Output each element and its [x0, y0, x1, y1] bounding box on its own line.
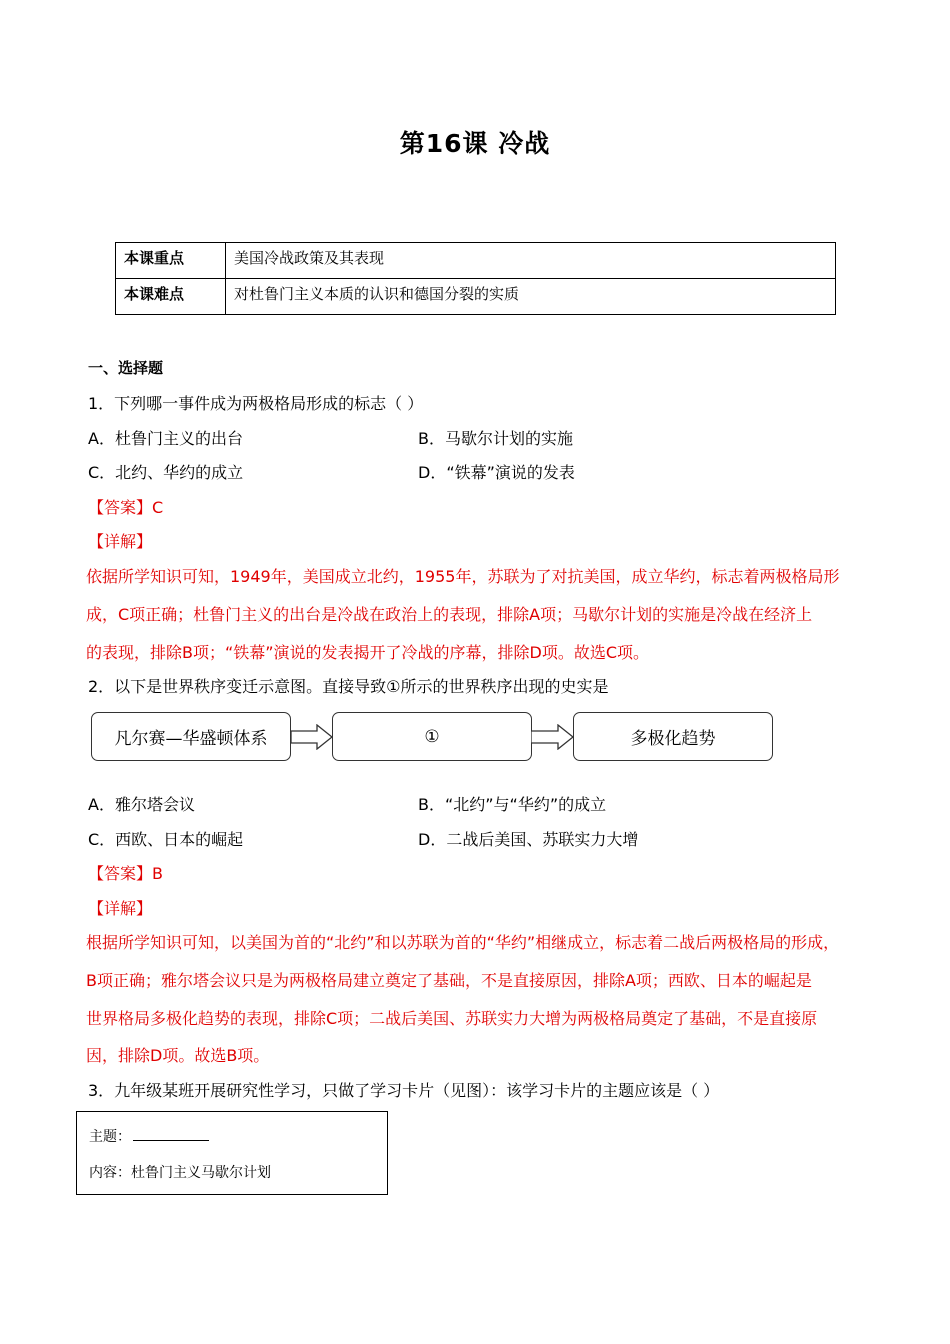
- difficulty-label: 本课难点: [116, 279, 226, 315]
- q3-stem: 3．九年级某班开展研究性学习，只做了学习卡片（见图）：该学习卡片的主题应该是（ ）: [88, 1081, 720, 1100]
- diagram-box-multipolar: [573, 712, 773, 761]
- table-row: [116, 243, 836, 279]
- card-topic-blank: [133, 1128, 209, 1141]
- key-point-value: 美国冷战政策及其表现: [226, 243, 836, 279]
- arrow-right-icon: [531, 724, 574, 750]
- q1-option-b: B．马歇尔计划的实施: [418, 429, 573, 448]
- q2-detail-label: 【详解】: [88, 899, 153, 918]
- page-title: 第16课 冷战: [399, 129, 551, 158]
- q2-answer: 【答案】B: [88, 864, 163, 883]
- card-content: 内容：杜鲁门主义马歇尔计划: [89, 1165, 271, 1181]
- q1-option-c: C．北约、华约的成立: [88, 463, 244, 482]
- q2-option-d: D．二战后美国、苏联实力大增: [418, 830, 639, 849]
- q2-detail-line-3: 世界格局多极化趋势的表现，排除C项；二战后美国、苏联实力大增为两极格局奠定了基础，不是直接原: [86, 1009, 818, 1028]
- q2-detail-line-1: 根据所学知识可知，以美国为首的“北约”和以苏联为首的“华约”相继成立，标志着二战后两极格局的形成，: [86, 933, 840, 952]
- diagram-box-blank: [332, 712, 532, 761]
- q2-option-b: B．“北约”与“华约”的成立: [418, 795, 607, 814]
- diagram-box-label: 多极化趋势: [630, 729, 716, 749]
- diagram-box-label: 凡尔赛—华盛顿体系: [114, 729, 268, 749]
- table-row: [116, 279, 836, 315]
- q1-detail-label: 【详解】: [88, 532, 153, 551]
- q2-detail-line-4: 因，排除D项。故选B项。: [86, 1046, 270, 1065]
- key-points-table: [115, 242, 836, 315]
- q1-detail-line-2: 成，C项正确；杜鲁门主义的出台是冷战在政治上的表现，排除A项；马歇尔计划的实施是冷战在经济上: [86, 605, 813, 624]
- key-point-label: 本课重点: [116, 243, 226, 279]
- section-heading: 一、选择题: [88, 359, 164, 377]
- q1-detail-line-3: 的表现，排除B项；“铁幕”演说的发表揭开了冷战的序幕，排除D项。故选C项。: [86, 643, 650, 662]
- q1-option-d: D．“铁幕”演说的发表: [418, 463, 575, 482]
- arrow-right-icon: [291, 724, 333, 750]
- study-card: [76, 1111, 388, 1195]
- difficulty-value: 对杜鲁门主义本质的认识和德国分裂的实质: [226, 279, 836, 315]
- q1-option-a: A．杜鲁门主义的出台: [88, 429, 243, 448]
- q2-detail-line-2: B项正确；雅尔塔会议只是为两极格局建立奠定了基础，不是直接原因，排除A项；西欧、日本的崛起是: [86, 971, 812, 990]
- card-topic-line: [89, 1126, 209, 1146]
- diagram-box-versailles: [91, 712, 291, 761]
- q2-option-a: A．雅尔塔会议: [88, 795, 195, 814]
- card-topic-label: 主题：: [89, 1129, 131, 1145]
- q1-detail-line-1: 依据所学知识可知，1949年，美国成立北约，1955年，苏联为了对抗美国，成立华约，标志着两极格局形: [86, 567, 840, 586]
- q1-stem: 1．下列哪一事件成为两极格局形成的标志（ ）: [88, 394, 424, 413]
- diagram-box-label: ①: [424, 726, 440, 747]
- q2-option-c: C．西欧、日本的崛起: [88, 830, 244, 849]
- q1-answer: 【答案】C: [88, 498, 164, 517]
- q2-stem: 2．以下是世界秩序变迁示意图。直接导致①所示的世界秩序出现的史实是: [88, 677, 609, 696]
